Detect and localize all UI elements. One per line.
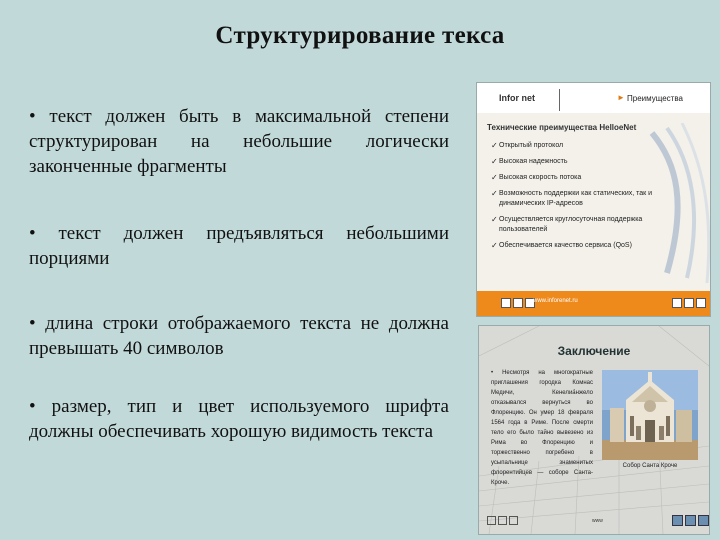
check-icon: ✓	[491, 173, 498, 182]
footer-right-icons	[672, 515, 709, 526]
bullet-item: • размер, тип и цвет используемого шрифта должны обеспечивать хорошую видимость текста	[29, 396, 449, 442]
nav-square-icon	[698, 515, 709, 526]
nav-square-icon	[513, 298, 523, 308]
list-item: ✓ Открытый протокол	[491, 141, 564, 150]
check-icon: ✓	[491, 141, 498, 150]
nav-square-icon	[672, 515, 683, 526]
nav-square-icon	[684, 298, 694, 308]
example-slide-advantages	[476, 82, 711, 317]
header-divider	[559, 89, 560, 111]
nav-square-icon	[672, 298, 682, 308]
bullet-item: • текст должен быть в максимальной степени структурирован на небольшие логически законченные фрагменты	[29, 106, 449, 177]
footer-nav-icons	[501, 298, 535, 308]
list-item: ✓ Высокая надежность	[491, 157, 568, 166]
bullet-item: • длина строки отображаемого текста не должна превышать 40 символов	[29, 313, 449, 359]
nav-square-icon	[685, 515, 696, 526]
arrow-right-icon: ►	[617, 93, 625, 102]
slide-header	[477, 83, 710, 113]
nav-square-icon	[498, 516, 507, 525]
page-title: Структурирование текса	[215, 22, 505, 49]
slide-body-text: • Несмотря на многократные приглашения городка Комнас Медичи, Кенелиа́нжело отказывался вернуться во Флоренцию. Он умер 18 февраля 1564 года в Риме. После смерти тело его было тайно вывезено из Рима во Флоренцию и торжественно погребено в усыпальнице знаменитых флорентийцев — соборе Санта-Кроче.	[491, 370, 593, 486]
bullet-item: • текст должен предъявляться небольшими порциями	[29, 223, 449, 269]
footer-url: www	[592, 518, 603, 524]
company-logo: Infor net	[499, 93, 535, 103]
footer-right-icons	[672, 298, 706, 308]
list-item: ✓ Высокая скорость потока	[491, 173, 582, 182]
check-icon: ✓	[491, 215, 498, 224]
slide-heading: Технические преимущества HelloeNet	[487, 123, 637, 132]
check-icon: ✓	[491, 189, 498, 198]
check-icon: ✓	[491, 157, 498, 166]
advantages-list	[491, 141, 661, 257]
nav-square-icon	[509, 516, 518, 525]
list-item: ✓ Осуществляется круглосуточная поддержка пользователей	[491, 215, 643, 233]
cathedral-photo	[602, 370, 698, 460]
footer-url: www.inforenet.ru	[533, 298, 578, 304]
list-item: ✓ Обеспечивается качество сервиса (QoS)	[491, 241, 632, 250]
nav-square-icon	[696, 298, 706, 308]
check-icon: ✓	[491, 241, 498, 250]
footer-nav-icons	[487, 516, 518, 525]
slide-footer	[479, 509, 709, 534]
list-item: ✓ Возможность поддержки как статических, так и динамических IP-адресов	[491, 189, 653, 207]
slide-footer	[477, 291, 710, 316]
nav-square-icon	[501, 298, 511, 308]
photo-caption: Собор Санта Кроче	[622, 463, 678, 469]
nav-square-icon	[487, 516, 496, 525]
example-slide-conclusion	[478, 325, 710, 535]
slide-title: Заключение	[557, 344, 631, 358]
nav-label: Преимущества	[627, 94, 683, 103]
